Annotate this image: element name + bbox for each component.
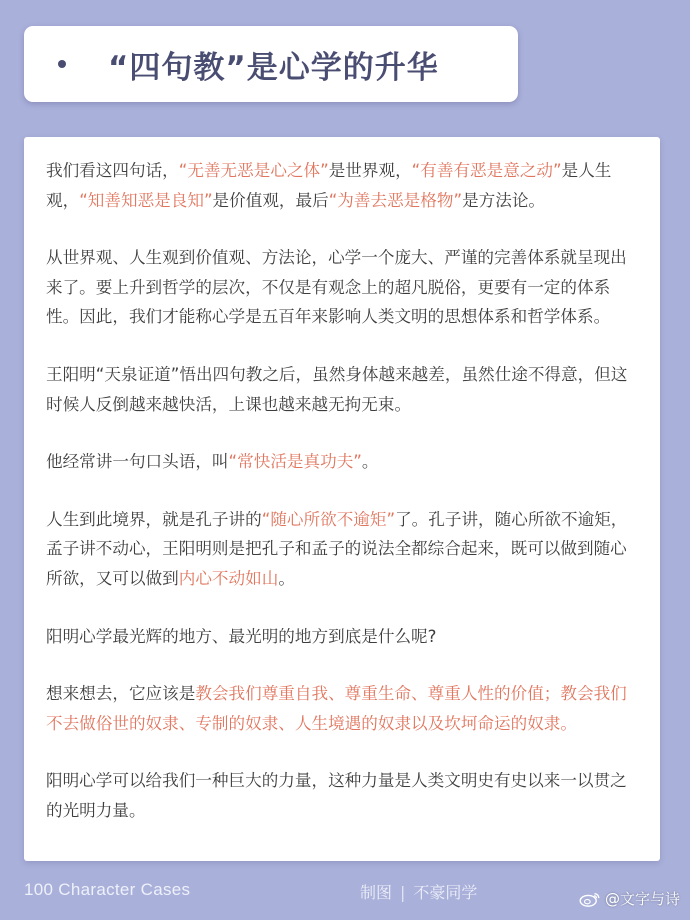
highlight-text: “随心所欲不逾矩” [261,509,396,529]
watermark-text: @文字与诗 [604,890,680,908]
body-text: 是方法论。 [462,190,546,210]
highlight-text: “常快活是真功夫” [228,452,362,472]
paragraph [46,505,640,594]
series-label: 100 Character Cases [24,880,191,899]
body-text: 阳明心学可以给我们一种巨大的力量，这种力量是人类文明史有史以来一以贯之的光明力量。 [46,771,627,820]
paragraph [46,766,640,825]
paragraph [46,622,640,652]
highlight-text: “有善有恶是意之动” [411,161,562,180]
body-text: 是人生观， [46,161,612,210]
body-text: 他经常讲一句口头语，叫 [46,452,229,472]
body-text: 从世界观、人生观到价值观、方法论，心学一个庞大、严谨的完善体系就呈现出来了。要上升到哲学的层次，不仅是有观念上的超凡脱俗，更要有一定的体系性。因此，我们才能称心学是五百年来影响人类文明的思想体系和哲学体系。 [46,248,627,327]
body-text: 王阳明“天泉证道”悟出四句教之后，虽然身体越来越差，虽然仕途不得意，但这时候人反倒越来越快活，上课也越来越无拘无束。 [46,364,628,414]
paragraph [46,447,640,477]
body-text: 是价值观，最后 [212,190,329,210]
body-text: 人生到此境界，就是孔子讲的 [46,509,262,529]
highlight-text: “为善去恶是格物” [328,190,463,210]
paragraph [46,243,640,332]
article-body [24,137,660,861]
weibo-icon [579,891,601,907]
highlight-text: “无善无恶是心之体” [178,161,329,180]
paragraph [46,679,640,738]
highlight-text: “知善知恶是良知” [79,190,213,210]
body-text: 。 [361,452,379,472]
body-text: 了。孔子讲，随心所欲不逾矩，孟子讲不动心，王阳明则是把孔子和孟子的说法全都综合起来，既可以做到随心所欲，又可以做到 [46,509,628,588]
watermark [579,888,680,909]
highlight-text: 内心不动如山 [178,568,279,588]
title-card [24,26,518,102]
body-text: 我们看这四句话， [46,161,179,180]
body-text: 阳明心学最光辉的地方、最光明的地方到底是什么呢? [46,626,437,646]
body-text: 。 [278,568,295,588]
body-text: 是世界观， [328,161,412,180]
page-title: “四句教”是心学的升华 [108,49,439,86]
body-text: 想来想去，它应该是 [46,684,196,704]
highlight-text: 教会我们尊重自我、尊重生命、尊重人性的价值；教会我们不去做俗世的奴隶、专制的奴隶、人生境遇的奴隶以及坎坷命运的奴隶。 [46,684,627,733]
credit-separator: | [400,883,406,902]
paragraph [46,156,640,215]
credit-label: 制图 [360,883,393,902]
bullet-dot-icon [58,60,66,68]
credit-line [360,880,477,903]
paragraph [46,360,640,419]
credit-name: 不豪同学 [413,883,478,902]
